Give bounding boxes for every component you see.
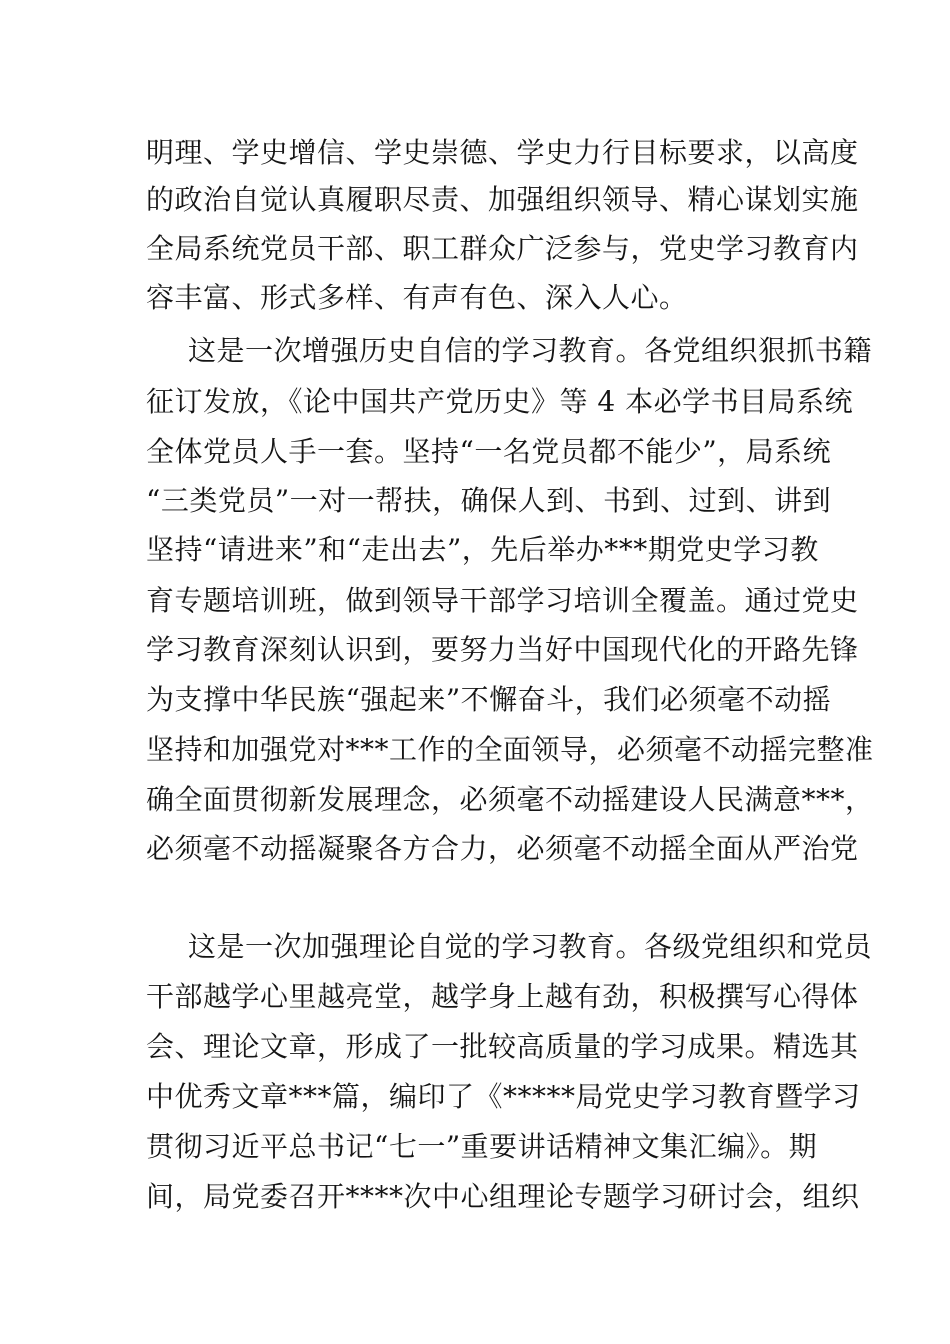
body-text-line: 会、理论文章，形成了一批较高质量的学习成果。精选其 — [146, 1030, 859, 1063]
body-text-line: 贯彻习近平总书记“七一”重要讲话精神文集汇编》。期 — [146, 1130, 818, 1163]
body-text-line: 坚持和加强党对***工作的全面领导，必须毫不动摇完整准 — [146, 733, 874, 766]
body-text-line: 学习教育深刻认识到，要努力当好中国现代化的开路先锋 — [146, 633, 859, 666]
body-text-line: 中优秀文章***篇，编印了《*****局党史学习教育暨学习 — [146, 1080, 861, 1113]
body-text-line: 确全面贯彻新发展理念，必须毫不动摇建设人民满意***， — [146, 783, 874, 816]
body-text-line: 全局系统党员干部、职工群众广泛参与，党史学习教育内 — [146, 232, 859, 265]
body-text-line: 坚持“请进来”和“走出去”，先后举办***期党史学习教 — [146, 533, 819, 566]
body-text-line: 容丰富、形式多样、有声有色、深入人心。 — [146, 281, 688, 314]
body-text-line: 间，局党委召开****次中心组理论专题学习研讨会，组织 — [146, 1180, 860, 1213]
body-text-line: 全体党员人手一套。坚持“一名党员都不能少”，局系统 — [146, 435, 832, 468]
body-text-line: 为支撑中华民族“强起来”不懈奋斗，我们必须毫不动摇 — [146, 683, 832, 716]
body-text-line: 育专题培训班，做到领导干部学习培训全覆盖。通过党史 — [146, 584, 859, 617]
paragraph-first-line: 这是一次增强历史自信的学习教育。各党组织狠抓书籍 — [188, 334, 873, 367]
paragraph-first-line: 这是一次加强理论自觉的学习教育。各级党组织和党员 — [188, 930, 873, 963]
body-text-line: “三类党员”一对一帮扶，确保人到、书到、过到、讲到 — [146, 484, 832, 517]
body-text-line: 明理、学史增信、学史崇德、学史力行目标要求，以高度 — [146, 136, 859, 169]
body-text-line: 必须毫不动摇凝聚各方合力，必须毫不动摇全面从严治党 — [146, 832, 859, 865]
body-text-line: 干部越学心里越亮堂，越学身上越有劲，积极撰写心得体 — [146, 980, 859, 1013]
body-text-line: 的政治自觉认真履职尽责、加强组织领导、精心谋划实施 — [146, 183, 859, 216]
body-text-line: 征订发放，《论中国共产党历史》等 4 本必学书目局系统 — [146, 385, 854, 418]
